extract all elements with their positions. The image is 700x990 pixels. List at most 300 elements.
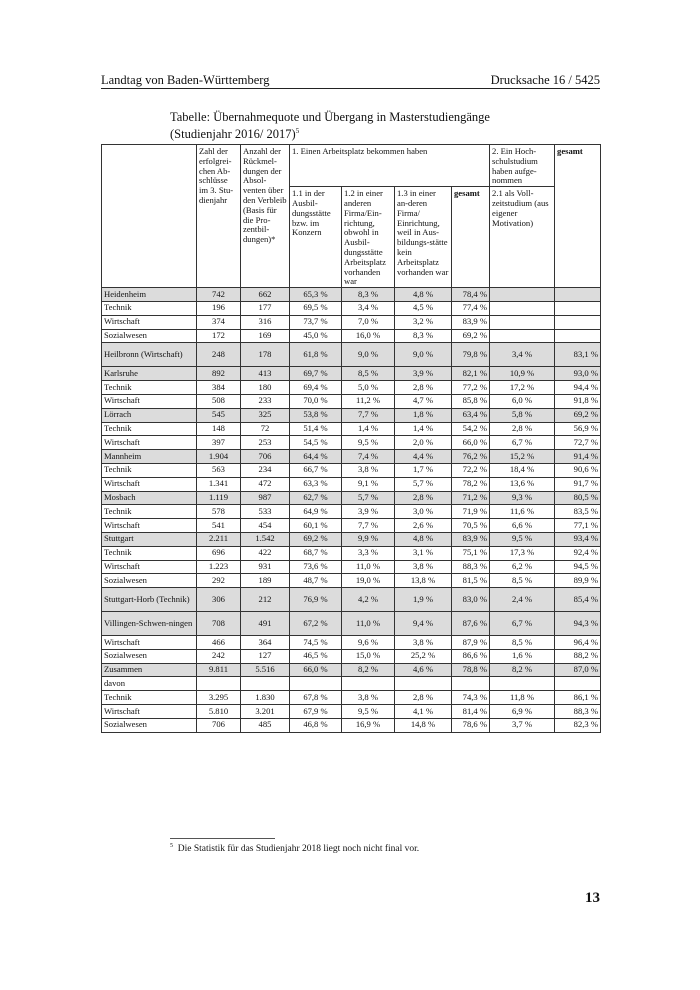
table-row bbox=[102, 546, 601, 560]
cell-studium: 6,0 % bbox=[490, 394, 555, 408]
cell-gesamt bbox=[555, 677, 601, 691]
cell-abschluesse bbox=[197, 677, 241, 691]
cell-arbeitsplatz-gesamt: 87,6 % bbox=[452, 612, 490, 636]
cell-gesamt: 93,4 % bbox=[555, 532, 601, 546]
cell-arbeitsplatz-gesamt: 78,6 % bbox=[452, 718, 490, 732]
cell-ausbildungsstaette: 66,7 % bbox=[290, 463, 342, 477]
row-label: Technik bbox=[102, 301, 197, 315]
cell-arbeitsplatz-gesamt: 76,2 % bbox=[452, 450, 490, 464]
header-divider bbox=[101, 88, 600, 89]
cell-arbeitsplatz-gesamt: 78,8 % bbox=[452, 663, 490, 677]
cell-ausbildungsstaette: 60,1 % bbox=[290, 519, 342, 533]
cell-rueckmeldungen: 491 bbox=[241, 612, 290, 636]
cell-rueckmeldungen: 72 bbox=[241, 422, 290, 436]
cell-ausbildungsstaette: 48,7 % bbox=[290, 574, 342, 588]
cell-ausbildungsstaette: 64,4 % bbox=[290, 450, 342, 464]
table-body bbox=[102, 288, 601, 733]
table-row bbox=[102, 677, 601, 691]
cell-arbeitsplatz-gesamt: 79,8 % bbox=[452, 343, 490, 367]
table-row bbox=[102, 394, 601, 408]
table-row bbox=[102, 560, 601, 574]
cell-ausbildungsstaette: 76,9 % bbox=[290, 588, 342, 612]
cell-gesamt: 91,7 % bbox=[555, 477, 601, 491]
cell-gesamt: 94,5 % bbox=[555, 560, 601, 574]
cell-andere-firma: 3,8 % bbox=[342, 463, 395, 477]
cell-andere-firma: 8,5 % bbox=[342, 367, 395, 381]
cell-arbeitsplatz-gesamt: 77,4 % bbox=[452, 301, 490, 315]
cell-rueckmeldungen: 987 bbox=[241, 491, 290, 505]
cell-arbeitsplatz-gesamt: 71,9 % bbox=[452, 505, 490, 519]
cell-arbeitsplatz-gesamt: 54,2 % bbox=[452, 422, 490, 436]
cell-arbeitsplatz-gesamt: 66,0 % bbox=[452, 436, 490, 450]
cell-arbeitsplatz-gesamt: 83,9 % bbox=[452, 532, 490, 546]
table-row bbox=[102, 691, 601, 705]
cell-andere-firma: 7,7 % bbox=[342, 519, 395, 533]
cell-studium bbox=[490, 315, 555, 329]
cell-andere-firma: 3,8 % bbox=[342, 691, 395, 705]
cell-andere-firma: 5,0 % bbox=[342, 381, 395, 395]
header-sub3: 1.3 in einer an-deren Firma/ Einrichtung, weil in Aus-bildungs-stätte kein Arbeitsplatz vorhanden war bbox=[395, 187, 452, 288]
cell-ausbildungsstaette: 67,2 % bbox=[290, 612, 342, 636]
table-row bbox=[102, 329, 601, 343]
cell-kein-arbeitsplatz: 9,0 % bbox=[395, 343, 452, 367]
cell-ausbildungsstaette: 73,6 % bbox=[290, 560, 342, 574]
cell-andere-firma: 7,4 % bbox=[342, 450, 395, 464]
cell-arbeitsplatz-gesamt: 81,5 % bbox=[452, 574, 490, 588]
cell-andere-firma: 7,0 % bbox=[342, 315, 395, 329]
cell-rueckmeldungen: 1.830 bbox=[241, 691, 290, 705]
cell-abschluesse: 242 bbox=[197, 649, 241, 663]
document-number: Drucksache 16 / 5425 bbox=[490, 73, 600, 87]
table-row bbox=[102, 532, 601, 546]
cell-rueckmeldungen: 253 bbox=[241, 436, 290, 450]
cell-gesamt bbox=[555, 329, 601, 343]
row-label: Technik bbox=[102, 505, 197, 519]
cell-rueckmeldungen: 127 bbox=[241, 649, 290, 663]
cell-ausbildungsstaette: 54,5 % bbox=[290, 436, 342, 450]
row-label: Heilbronn (Wirtschaft) bbox=[102, 343, 197, 367]
cell-rueckmeldungen: 234 bbox=[241, 463, 290, 477]
cell-studium: 3,7 % bbox=[490, 718, 555, 732]
cell-andere-firma: 3,3 % bbox=[342, 546, 395, 560]
cell-kein-arbeitsplatz: 3,0 % bbox=[395, 505, 452, 519]
cell-andere-firma: 16,0 % bbox=[342, 329, 395, 343]
cell-kein-arbeitsplatz: 4,1 % bbox=[395, 705, 452, 719]
cell-gesamt: 88,3 % bbox=[555, 705, 601, 719]
cell-studium: 8,5 % bbox=[490, 636, 555, 650]
row-label: Villingen-Schwen-ningen bbox=[102, 612, 197, 636]
footnote-text: Die Statistik für das Studienjahr 2018 liegt noch nicht final vor. bbox=[177, 844, 420, 855]
cell-arbeitsplatz-gesamt: 74,3 % bbox=[452, 691, 490, 705]
table-row bbox=[102, 315, 601, 329]
cell-studium bbox=[490, 288, 555, 302]
cell-kein-arbeitsplatz: 4,4 % bbox=[395, 450, 452, 464]
cell-rueckmeldungen: 180 bbox=[241, 381, 290, 395]
cell-abschluesse: 563 bbox=[197, 463, 241, 477]
cell-andere-firma: 9,5 % bbox=[342, 436, 395, 450]
cell-arbeitsplatz-gesamt: 78,2 % bbox=[452, 477, 490, 491]
cell-gesamt: 83,5 % bbox=[555, 505, 601, 519]
cell-rueckmeldungen: 3.201 bbox=[241, 705, 290, 719]
cell-kein-arbeitsplatz: 2,8 % bbox=[395, 381, 452, 395]
row-label: Wirtschaft bbox=[102, 436, 197, 450]
cell-studium: 6,9 % bbox=[490, 705, 555, 719]
cell-arbeitsplatz-gesamt: 87,9 % bbox=[452, 636, 490, 650]
table-row bbox=[102, 301, 601, 315]
cell-rueckmeldungen: 533 bbox=[241, 505, 290, 519]
cell-arbeitsplatz-gesamt: 83,0 % bbox=[452, 588, 490, 612]
document-series: Landtag von Baden-Württemberg bbox=[101, 73, 270, 87]
cell-gesamt: 56,9 % bbox=[555, 422, 601, 436]
cell-ausbildungsstaette: 69,2 % bbox=[290, 532, 342, 546]
cell-andere-firma: 9,5 % bbox=[342, 705, 395, 719]
cell-andere-firma: 11,0 % bbox=[342, 612, 395, 636]
cell-rueckmeldungen: 189 bbox=[241, 574, 290, 588]
cell-arbeitsplatz-gesamt: 83,9 % bbox=[452, 315, 490, 329]
row-label: Heidenheim bbox=[102, 288, 197, 302]
cell-ausbildungsstaette: 67,9 % bbox=[290, 705, 342, 719]
row-label: Sozialwesen bbox=[102, 574, 197, 588]
header-sub2: 1.2 in einer anderen Firma/Ein-richtung, obwohl in Ausbil-dungsstätte Arbeitsplatz vorhanden war bbox=[342, 187, 395, 288]
cell-studium: 2,8 % bbox=[490, 422, 555, 436]
table-row bbox=[102, 343, 601, 367]
cell-kein-arbeitsplatz: 1,4 % bbox=[395, 422, 452, 436]
cell-rueckmeldungen: 178 bbox=[241, 343, 290, 367]
cell-arbeitsplatz-gesamt bbox=[452, 677, 490, 691]
cell-gesamt bbox=[555, 301, 601, 315]
cell-ausbildungsstaette: 46,5 % bbox=[290, 649, 342, 663]
cell-andere-firma: 4,2 % bbox=[342, 588, 395, 612]
cell-studium: 11,6 % bbox=[490, 505, 555, 519]
row-label: Mannheim bbox=[102, 450, 197, 464]
cell-arbeitsplatz-gesamt: 69,2 % bbox=[452, 329, 490, 343]
cell-studium: 10,9 % bbox=[490, 367, 555, 381]
cell-abschluesse: 708 bbox=[197, 612, 241, 636]
cell-andere-firma: 3,4 % bbox=[342, 301, 395, 315]
cell-kein-arbeitsplatz: 2,8 % bbox=[395, 691, 452, 705]
cell-arbeitsplatz-gesamt: 77,2 % bbox=[452, 381, 490, 395]
cell-ausbildungsstaette: 63,3 % bbox=[290, 477, 342, 491]
row-label: Karlsruhe bbox=[102, 367, 197, 381]
cell-abschluesse: 892 bbox=[197, 367, 241, 381]
cell-ausbildungsstaette: 64,9 % bbox=[290, 505, 342, 519]
cell-studium: 6,7 % bbox=[490, 436, 555, 450]
cell-abschluesse: 196 bbox=[197, 301, 241, 315]
cell-arbeitsplatz-gesamt: 70,5 % bbox=[452, 519, 490, 533]
cell-kein-arbeitsplatz: 1,8 % bbox=[395, 408, 452, 422]
cell-studium: 5,8 % bbox=[490, 408, 555, 422]
cell-abschluesse: 696 bbox=[197, 546, 241, 560]
row-label: Lörrach bbox=[102, 408, 197, 422]
cell-ausbildungsstaette bbox=[290, 677, 342, 691]
row-label: Technik bbox=[102, 691, 197, 705]
cell-andere-firma: 19,0 % bbox=[342, 574, 395, 588]
cell-gesamt: 88,2 % bbox=[555, 649, 601, 663]
header-col1: Zahl der erfolgrei-chen Ab-schlüsse im 3. Stu-dienjahr bbox=[197, 145, 241, 288]
cell-gesamt: 89,9 % bbox=[555, 574, 601, 588]
cell-kein-arbeitsplatz: 3,9 % bbox=[395, 367, 452, 381]
cell-gesamt: 77,1 % bbox=[555, 519, 601, 533]
cell-kein-arbeitsplatz: 25,2 % bbox=[395, 649, 452, 663]
cell-gesamt: 86,1 % bbox=[555, 691, 601, 705]
footnote bbox=[170, 843, 419, 854]
cell-andere-firma: 5,7 % bbox=[342, 491, 395, 505]
cell-ausbildungsstaette: 68,7 % bbox=[290, 546, 342, 560]
cell-rueckmeldungen bbox=[241, 677, 290, 691]
cell-abschluesse: 466 bbox=[197, 636, 241, 650]
row-label: Sozialwesen bbox=[102, 649, 197, 663]
cell-gesamt: 83,1 % bbox=[555, 343, 601, 367]
cell-gesamt: 82,3 % bbox=[555, 718, 601, 732]
cell-studium: 17,2 % bbox=[490, 381, 555, 395]
cell-kein-arbeitsplatz: 14,8 % bbox=[395, 718, 452, 732]
cell-andere-firma: 9,0 % bbox=[342, 343, 395, 367]
cell-rueckmeldungen: 662 bbox=[241, 288, 290, 302]
table-row bbox=[102, 612, 601, 636]
cell-andere-firma: 11,2 % bbox=[342, 394, 395, 408]
cell-gesamt: 91,8 % bbox=[555, 394, 601, 408]
cell-kein-arbeitsplatz: 3,8 % bbox=[395, 560, 452, 574]
caption-text: Tabelle: Übernahmequote und Übergang in Masterstudiengänge (Studienjahr 2016/ 2017) bbox=[170, 110, 490, 142]
cell-studium: 17,3 % bbox=[490, 546, 555, 560]
cell-abschluesse: 1.341 bbox=[197, 477, 241, 491]
row-label: Sozialwesen bbox=[102, 718, 197, 732]
cell-gesamt: 92,4 % bbox=[555, 546, 601, 560]
cell-andere-firma: 9,1 % bbox=[342, 477, 395, 491]
table-row bbox=[102, 636, 601, 650]
cell-ausbildungsstaette: 45,0 % bbox=[290, 329, 342, 343]
cell-gesamt: 72,7 % bbox=[555, 436, 601, 450]
cell-studium: 3,4 % bbox=[490, 343, 555, 367]
cell-kein-arbeitsplatz bbox=[395, 677, 452, 691]
cell-andere-firma: 9,9 % bbox=[342, 532, 395, 546]
table-row bbox=[102, 422, 601, 436]
cell-ausbildungsstaette: 73,7 % bbox=[290, 315, 342, 329]
cell-kein-arbeitsplatz: 8,3 % bbox=[395, 329, 452, 343]
cell-gesamt: 85,4 % bbox=[555, 588, 601, 612]
cell-rueckmeldungen: 413 bbox=[241, 367, 290, 381]
cell-kein-arbeitsplatz: 4,6 % bbox=[395, 663, 452, 677]
cell-studium: 6,7 % bbox=[490, 612, 555, 636]
cell-andere-firma: 15,0 % bbox=[342, 649, 395, 663]
cell-abschluesse: 742 bbox=[197, 288, 241, 302]
table-row bbox=[102, 463, 601, 477]
cell-andere-firma bbox=[342, 677, 395, 691]
cell-ausbildungsstaette: 69,5 % bbox=[290, 301, 342, 315]
cell-kein-arbeitsplatz: 9,4 % bbox=[395, 612, 452, 636]
cell-arbeitsplatz-gesamt: 88,3 % bbox=[452, 560, 490, 574]
cell-kein-arbeitsplatz: 13,8 % bbox=[395, 574, 452, 588]
table-row bbox=[102, 450, 601, 464]
cell-abschluesse: 541 bbox=[197, 519, 241, 533]
table-row bbox=[102, 408, 601, 422]
table-row bbox=[102, 491, 601, 505]
cell-ausbildungsstaette: 65,3 % bbox=[290, 288, 342, 302]
footnote-marker: 5 bbox=[170, 843, 173, 849]
cell-abschluesse: 5.810 bbox=[197, 705, 241, 719]
cell-abschluesse: 578 bbox=[197, 505, 241, 519]
cell-studium bbox=[490, 329, 555, 343]
row-label: Technik bbox=[102, 381, 197, 395]
cell-andere-firma: 9,6 % bbox=[342, 636, 395, 650]
cell-kein-arbeitsplatz: 2,6 % bbox=[395, 519, 452, 533]
cell-gesamt: 96,4 % bbox=[555, 636, 601, 650]
cell-kein-arbeitsplatz: 5,7 % bbox=[395, 477, 452, 491]
cell-rueckmeldungen: 233 bbox=[241, 394, 290, 408]
table-row bbox=[102, 288, 601, 302]
cell-andere-firma: 1,4 % bbox=[342, 422, 395, 436]
cell-abschluesse: 292 bbox=[197, 574, 241, 588]
table-row bbox=[102, 705, 601, 719]
cell-studium: 2,4 % bbox=[490, 588, 555, 612]
cell-gesamt: 94,3 % bbox=[555, 612, 601, 636]
cell-abschluesse: 508 bbox=[197, 394, 241, 408]
row-label: Wirtschaft bbox=[102, 705, 197, 719]
caption-footnote-marker: 5 bbox=[295, 127, 300, 135]
cell-arbeitsplatz-gesamt: 86,6 % bbox=[452, 649, 490, 663]
cell-ausbildungsstaette: 70,0 % bbox=[290, 394, 342, 408]
cell-andere-firma: 8,2 % bbox=[342, 663, 395, 677]
cell-gesamt: 87,0 % bbox=[555, 663, 601, 677]
cell-kein-arbeitsplatz: 3,8 % bbox=[395, 636, 452, 650]
cell-studium: 8,2 % bbox=[490, 663, 555, 677]
cell-andere-firma: 11,0 % bbox=[342, 560, 395, 574]
header-total: gesamt bbox=[555, 145, 601, 288]
cell-kein-arbeitsplatz: 3,1 % bbox=[395, 546, 452, 560]
cell-andere-firma: 16,9 % bbox=[342, 718, 395, 732]
cell-rueckmeldungen: 364 bbox=[241, 636, 290, 650]
cell-rueckmeldungen: 485 bbox=[241, 718, 290, 732]
cell-rueckmeldungen: 169 bbox=[241, 329, 290, 343]
cell-gesamt bbox=[555, 315, 601, 329]
cell-gesamt: 80,5 % bbox=[555, 491, 601, 505]
cell-kein-arbeitsplatz: 2,8 % bbox=[395, 491, 452, 505]
cell-gesamt: 94,4 % bbox=[555, 381, 601, 395]
table-row bbox=[102, 588, 601, 612]
cell-rueckmeldungen: 1.542 bbox=[241, 532, 290, 546]
cell-gesamt: 90,6 % bbox=[555, 463, 601, 477]
cell-abschluesse: 1.223 bbox=[197, 560, 241, 574]
page-number: 13 bbox=[585, 890, 600, 906]
cell-rueckmeldungen: 325 bbox=[241, 408, 290, 422]
row-label: Technik bbox=[102, 422, 197, 436]
data-table bbox=[101, 144, 601, 733]
cell-studium: 18,4 % bbox=[490, 463, 555, 477]
cell-abschluesse: 1.904 bbox=[197, 450, 241, 464]
cell-studium: 8,5 % bbox=[490, 574, 555, 588]
cell-abschluesse: 706 bbox=[197, 718, 241, 732]
header-group2: 2. Ein Hoch-schulstudium haben aufge-nommen bbox=[490, 145, 555, 187]
cell-ausbildungsstaette: 69,7 % bbox=[290, 367, 342, 381]
row-label: Wirtschaft bbox=[102, 477, 197, 491]
cell-ausbildungsstaette: 61,8 % bbox=[290, 343, 342, 367]
cell-rueckmeldungen: 177 bbox=[241, 301, 290, 315]
cell-kein-arbeitsplatz: 3,2 % bbox=[395, 315, 452, 329]
cell-andere-firma: 7,7 % bbox=[342, 408, 395, 422]
table-row bbox=[102, 718, 601, 732]
cell-rueckmeldungen: 5.516 bbox=[241, 663, 290, 677]
cell-kein-arbeitsplatz: 4,8 % bbox=[395, 532, 452, 546]
cell-gesamt: 93,0 % bbox=[555, 367, 601, 381]
header-sub-gesamt: gesamt bbox=[452, 187, 490, 288]
cell-gesamt bbox=[555, 288, 601, 302]
cell-ausbildungsstaette: 66,0 % bbox=[290, 663, 342, 677]
cell-abschluesse: 9.811 bbox=[197, 663, 241, 677]
table-row bbox=[102, 477, 601, 491]
cell-abschluesse: 397 bbox=[197, 436, 241, 450]
row-label: Wirtschaft bbox=[102, 519, 197, 533]
cell-rueckmeldungen: 422 bbox=[241, 546, 290, 560]
cell-studium bbox=[490, 677, 555, 691]
cell-studium: 9,5 % bbox=[490, 532, 555, 546]
cell-studium: 13,6 % bbox=[490, 477, 555, 491]
cell-arbeitsplatz-gesamt: 81,4 % bbox=[452, 705, 490, 719]
cell-rueckmeldungen: 212 bbox=[241, 588, 290, 612]
cell-studium: 6,2 % bbox=[490, 560, 555, 574]
cell-arbeitsplatz-gesamt: 72,2 % bbox=[452, 463, 490, 477]
cell-abschluesse: 248 bbox=[197, 343, 241, 367]
cell-abschluesse: 148 bbox=[197, 422, 241, 436]
cell-kein-arbeitsplatz: 4,7 % bbox=[395, 394, 452, 408]
cell-abschluesse: 3.295 bbox=[197, 691, 241, 705]
row-label: Technik bbox=[102, 463, 197, 477]
header-label-col bbox=[102, 145, 197, 288]
row-label: Wirtschaft bbox=[102, 315, 197, 329]
cell-abschluesse: 172 bbox=[197, 329, 241, 343]
row-label: Stuttgart-Horb (Technik) bbox=[102, 588, 197, 612]
cell-ausbildungsstaette: 53,8 % bbox=[290, 408, 342, 422]
row-label: Wirtschaft bbox=[102, 394, 197, 408]
cell-kein-arbeitsplatz: 2,0 % bbox=[395, 436, 452, 450]
row-label: Zusammen bbox=[102, 663, 197, 677]
header-group1: 1. Einen Arbeitsplatz bekommen haben bbox=[290, 145, 490, 187]
cell-abschluesse: 1.119 bbox=[197, 491, 241, 505]
cell-arbeitsplatz-gesamt: 78,4 % bbox=[452, 288, 490, 302]
table-row bbox=[102, 367, 601, 381]
cell-rueckmeldungen: 454 bbox=[241, 519, 290, 533]
table-row bbox=[102, 574, 601, 588]
cell-studium bbox=[490, 301, 555, 315]
cell-ausbildungsstaette: 74,5 % bbox=[290, 636, 342, 650]
row-label: Mosbach bbox=[102, 491, 197, 505]
cell-abschluesse: 306 bbox=[197, 588, 241, 612]
table-row bbox=[102, 519, 601, 533]
table-row bbox=[102, 436, 601, 450]
cell-studium: 11,8 % bbox=[490, 691, 555, 705]
cell-rueckmeldungen: 706 bbox=[241, 450, 290, 464]
table-row bbox=[102, 649, 601, 663]
cell-ausbildungsstaette: 46,8 % bbox=[290, 718, 342, 732]
header-col2: Anzahl der Rückmel-dungen der Absol-venten über den Verbleib (Basis für die Pro-zentbil-dungen)* bbox=[241, 145, 290, 288]
header-sub21: 2.1 als Voll-zeitstudium (aus eigener Motivation) bbox=[490, 187, 555, 288]
row-label: Sozialwesen bbox=[102, 329, 197, 343]
footnote-divider bbox=[170, 838, 275, 839]
cell-kein-arbeitsplatz: 4,5 % bbox=[395, 301, 452, 315]
table-caption bbox=[170, 110, 550, 141]
row-label: Stuttgart bbox=[102, 532, 197, 546]
table-row bbox=[102, 663, 601, 677]
cell-gesamt: 69,2 % bbox=[555, 408, 601, 422]
cell-arbeitsplatz-gesamt: 85,8 % bbox=[452, 394, 490, 408]
row-label: Wirtschaft bbox=[102, 636, 197, 650]
cell-andere-firma: 8,3 % bbox=[342, 288, 395, 302]
cell-ausbildungsstaette: 62,7 % bbox=[290, 491, 342, 505]
cell-ausbildungsstaette: 69,4 % bbox=[290, 381, 342, 395]
row-label: Technik bbox=[102, 546, 197, 560]
cell-kein-arbeitsplatz: 1,7 % bbox=[395, 463, 452, 477]
table-header bbox=[102, 145, 601, 288]
cell-rueckmeldungen: 472 bbox=[241, 477, 290, 491]
